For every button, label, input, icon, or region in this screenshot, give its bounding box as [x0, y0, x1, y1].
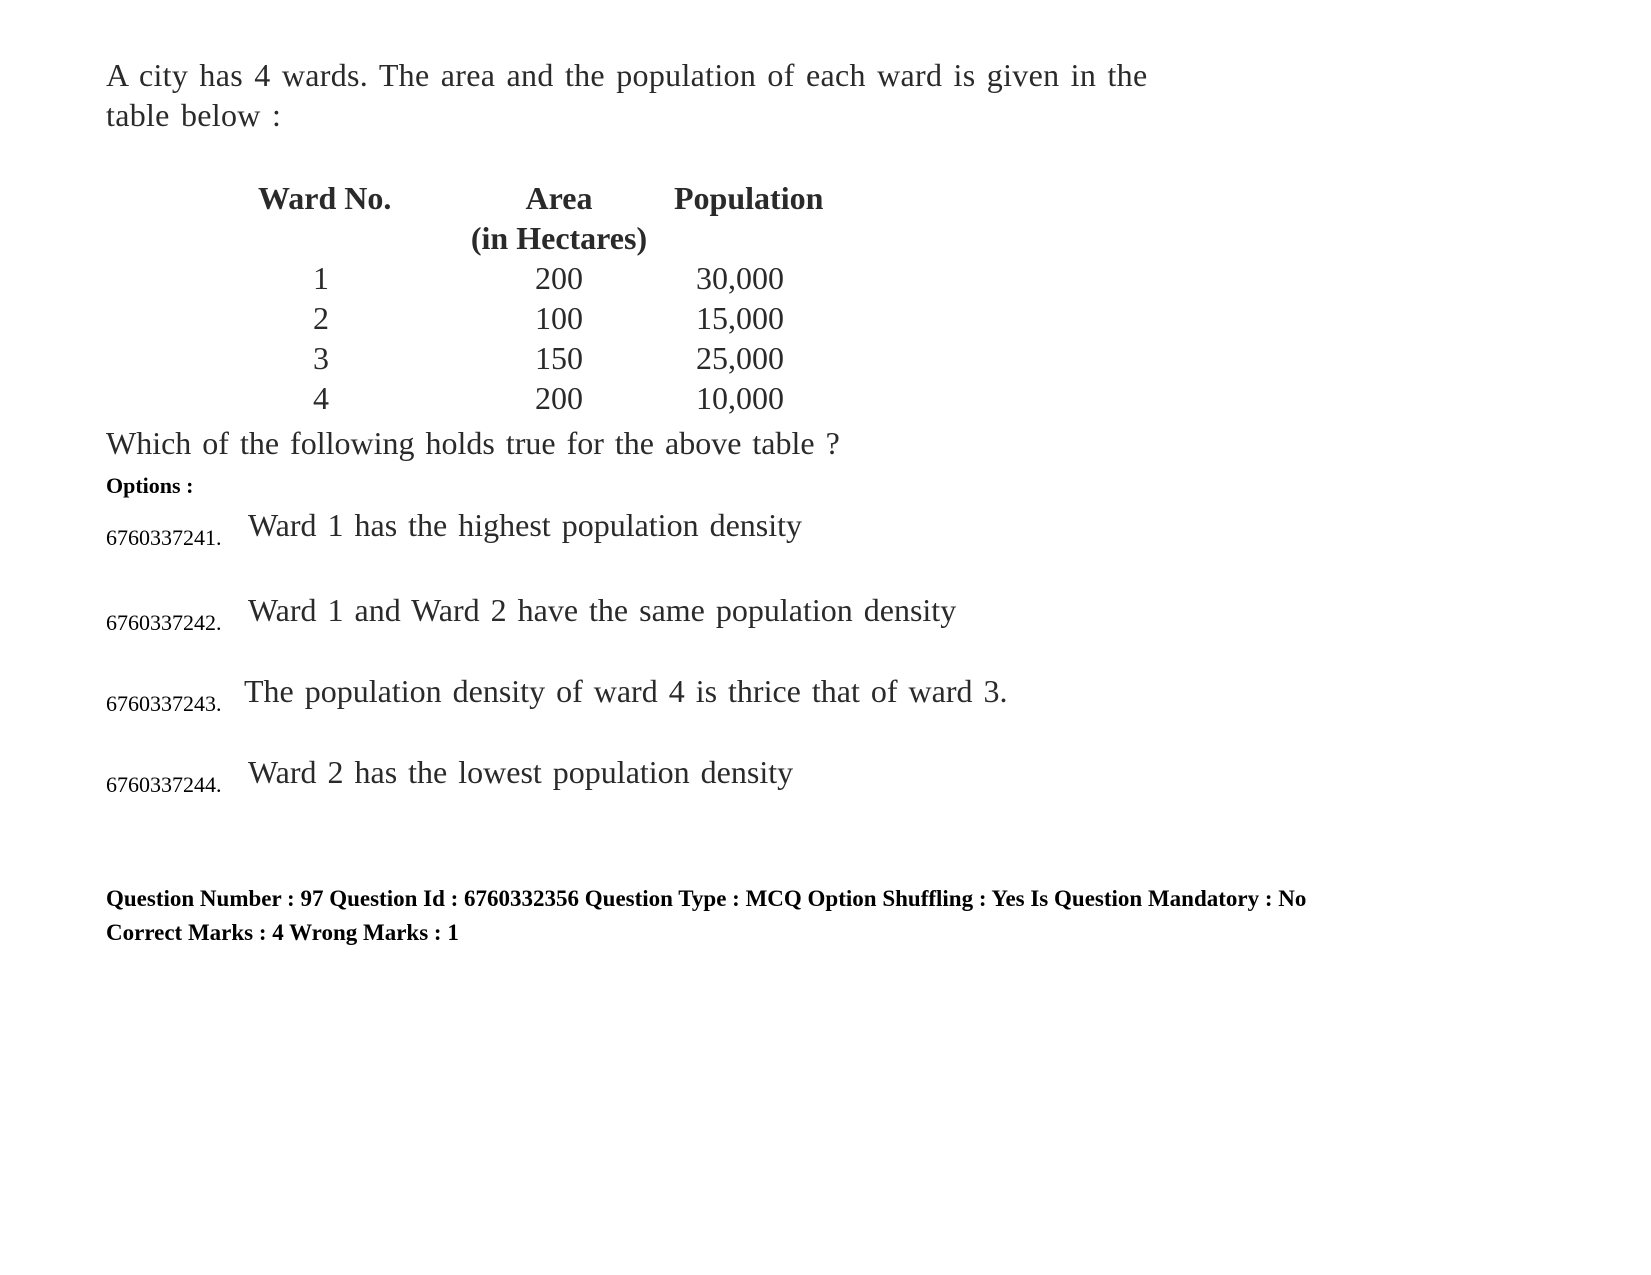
ward-data-table [236, 178, 844, 418]
intro-line-1: A city has 4 wards. The area and the population of each ward is given in the [106, 57, 1148, 93]
cell-ward: 2 [313, 300, 329, 336]
cell-ward: 3 [313, 340, 329, 376]
option-2[interactable] [106, 592, 1306, 636]
option-text[interactable]: Ward 1 has the highest population density [248, 507, 802, 543]
option-id: 6760337243. [106, 691, 222, 716]
option-text[interactable]: Ward 1 and Ward 2 have the same population density [248, 592, 957, 628]
table-header-row [236, 178, 844, 258]
header-area [444, 178, 674, 258]
cell-population: 15,000 [696, 300, 784, 336]
option-3[interactable] [106, 673, 1306, 717]
table-row [236, 378, 844, 418]
option-text[interactable]: Ward 2 has the lowest population density [248, 754, 794, 790]
cell-population: 10,000 [696, 380, 784, 416]
intro-line-2: table below : [106, 97, 282, 133]
cell-ward: 1 [313, 260, 329, 296]
question-prompt: Which of the following holds true for the above table ? [106, 425, 840, 461]
option-id: 6760337241. [106, 525, 222, 550]
option-id: 6760337244. [106, 772, 222, 797]
option-text[interactable]: The population density of ward 4 is thrice that of ward 3. [244, 673, 1008, 709]
header-population: Population [674, 180, 824, 216]
option-id: 6760337242. [106, 610, 222, 635]
cell-area: 200 [535, 380, 583, 416]
cell-area: 100 [535, 300, 583, 336]
header-area-line-2: (in Hectares) [470, 220, 648, 256]
cell-area: 150 [535, 340, 583, 376]
header-area-line-1: Area [525, 180, 593, 216]
option-1[interactable] [106, 507, 1306, 551]
table-header [236, 178, 844, 258]
table-row [236, 298, 844, 338]
question-metadata [106, 882, 1306, 950]
option-4[interactable] [106, 754, 1306, 798]
metadata-line-1: Question Number : 97 Question Id : 6760332356 Question Type : MCQ Option Shuffling : Yes Is Question Mandatory : No [106, 886, 1307, 911]
cell-ward: 4 [313, 380, 329, 416]
table-row [236, 338, 844, 378]
cell-population: 30,000 [696, 260, 784, 296]
cell-area: 200 [535, 260, 583, 296]
header-ward-no: Ward No. [258, 180, 392, 216]
table-body [236, 258, 844, 418]
options-label: Options : [106, 473, 194, 498]
metadata-line-2: Correct Marks : 4 Wrong Marks : 1 [106, 920, 459, 945]
cell-population: 25,000 [696, 340, 784, 376]
table-row [236, 258, 844, 298]
question-intro [106, 55, 1226, 135]
